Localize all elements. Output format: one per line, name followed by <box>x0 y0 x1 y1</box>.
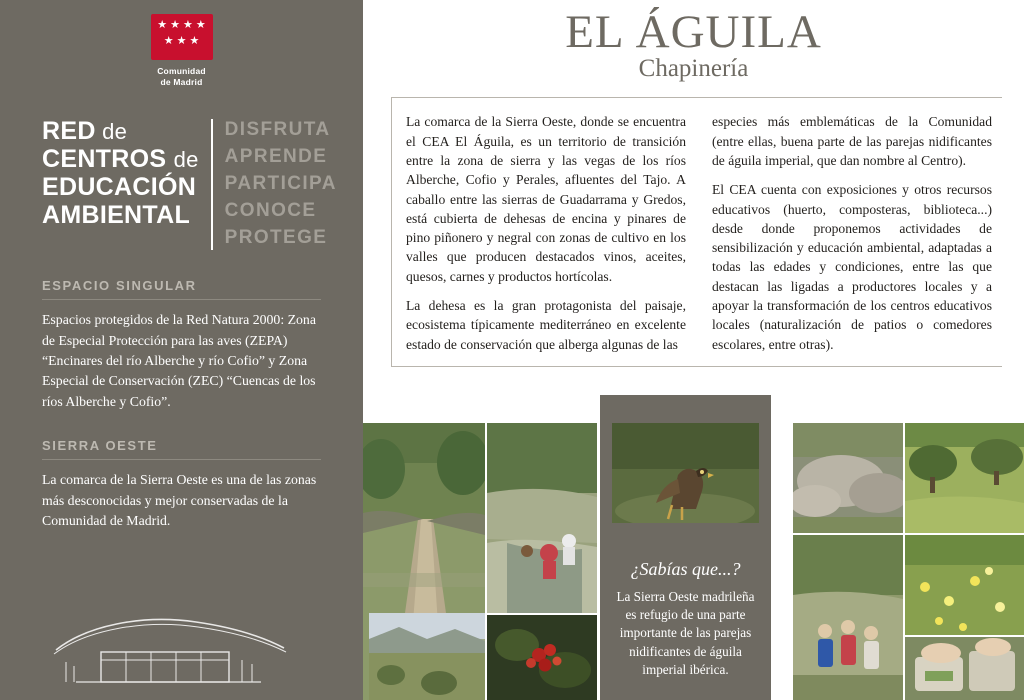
page-subtitle: Chapinería <box>638 55 749 83</box>
paragraph-right-1: El CEA cuenta con exposiciones y otros recursos educativos (huerto, composteras, biblioteca...) desde donde proponemos actividades de sensibilización y educación ambiental, adaptadas a todas las edades y condiciones, entre las que destacan las ligadas a productores locales y a apoyar la transformación de los centros educativos locales (naturalización de patios o comedores escolares, entre otras). <box>712 182 992 352</box>
paragraph-left-0: La comarca de la Sierra Oeste, donde se encuentra el CEA El Águila, es un territorio de transición entre la zona de sierra y las vegas de los ríos Alberche, Cofio y Perales, afluentes del Tajo. A caballo entre las sierras de Guadarrama y Gredos, está cubierta de dehesas de encina y pinares de pino piñonero y negral con zonas de cultivo en los valles que producen destacados vinos, aceites, quesos, carnes y productos hortícolas. <box>406 114 686 284</box>
brand-divider <box>211 119 213 250</box>
madrid-shield-icon <box>151 14 213 60</box>
title-block <box>363 0 1024 83</box>
section-body-espacio-singular: Espacios protegidos de la Red Natura 2000: Zona de Especial Protección para las aves (ZEPA) “Encinares del río Alberche y río Cofio” y Zona Especial de Conservación (ZEC) “Cuencas de los ríos Alberche y Cofio”. <box>42 312 316 409</box>
section-body-sierra-oeste: La comarca de la Sierra Oeste es una de las zonas más desconocidas y mejor conservadas de la Comunidad de Madrid. <box>42 472 317 528</box>
hikers-group-photo <box>793 535 903 700</box>
brand-name <box>42 117 199 229</box>
text-columns <box>406 112 992 354</box>
brand-keyword-0: DISFRUTA <box>224 119 331 141</box>
red-berries-photo <box>487 615 597 700</box>
section-title-espacio-singular: ESPACIO SINGULAR <box>42 278 321 300</box>
valley-landscape-photo <box>369 613 485 700</box>
building-illustration-icon <box>46 592 296 688</box>
left-panel <box>0 0 363 700</box>
granite-rocks-photo <box>793 423 903 533</box>
section-title-sierra-oeste: SIERRA OESTE <box>42 438 321 460</box>
wildflowers-photo <box>905 535 1024 635</box>
did-you-know-body: La Sierra Oeste madrileña es refugio de una parte importante de las parejas nidificantes de águila imperial ibérica. <box>616 589 755 677</box>
brand-keyword-4: PROTEGE <box>224 227 328 249</box>
text-column-right <box>712 112 992 354</box>
text-column-left <box>406 112 686 354</box>
comunidad-de-madrid-logo <box>0 14 363 87</box>
brand-line-4: AMBIENTAL <box>42 201 191 230</box>
logo-caption-line-1: Comunidad <box>157 66 206 76</box>
brand-line-3: EDUCACIÓN <box>42 173 197 202</box>
logo-caption-line-2: de Madrid <box>160 76 203 87</box>
stream-visitors-photo <box>487 423 597 613</box>
brand-block <box>42 117 363 252</box>
did-you-know-title: ¿Sabías que...? <box>630 559 741 579</box>
brand-line-1: RED de <box>42 117 128 146</box>
brand-red-word: RED <box>42 117 96 146</box>
section-sierra-oeste <box>42 438 321 531</box>
brand-line-2: CENTROS de <box>42 145 199 174</box>
brand-keyword-2: PARTICIPA <box>224 173 337 195</box>
page-title: EL ÁGUILA <box>565 6 822 58</box>
logo-caption <box>157 66 206 87</box>
spanish-imperial-eagle-photo <box>612 423 759 523</box>
shield-stars-row-2: ★ ★ ★ <box>163 35 200 47</box>
paragraph-right-0: especies más emblemáticas de la Comunidad (entre ellas, buena parte de las parejas nidificantes de águila imperial, que dan nombre al Centro). <box>712 114 992 168</box>
main-text-frame <box>391 97 1002 367</box>
shield-stars-row-1: ★ ★ ★ ★ <box>157 19 206 31</box>
workshop-hands-photo <box>905 637 1024 700</box>
paragraph-left-1: La dehesa es la gran protagonista del paisaje, ecosistema típicamente mediterráneo en excelente estado de conservación que alberga algunas de las <box>406 298 686 352</box>
section-espacio-singular <box>42 278 321 412</box>
dehesa-meadow-photo <box>905 423 1024 533</box>
brand-keywords <box>225 117 337 252</box>
brand-keyword-3: CONOCE <box>224 200 317 222</box>
did-you-know-callout <box>600 395 771 700</box>
brand-keyword-1: APRENDE <box>224 146 328 168</box>
